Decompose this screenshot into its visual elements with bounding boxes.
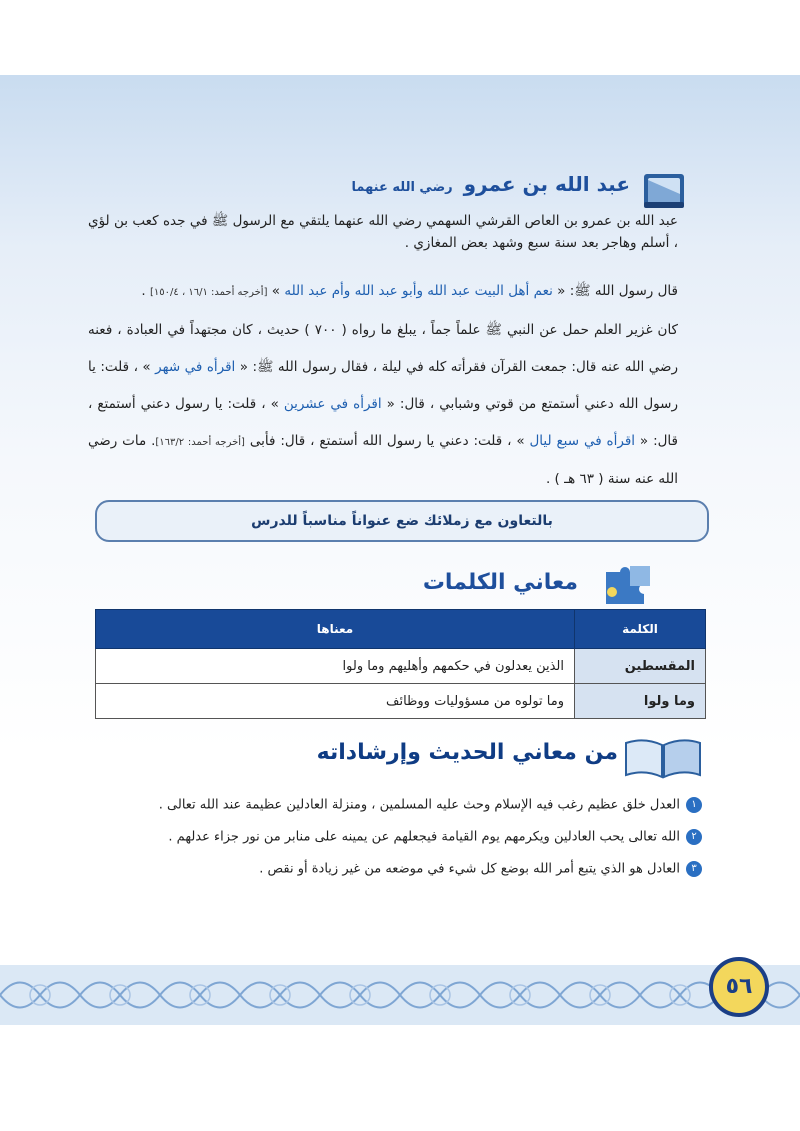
table-header-row [96, 610, 706, 649]
bio-title-salutation: رضي الله عنهما [351, 180, 453, 195]
words-section-title: معاني الكلمات [422, 570, 578, 595]
bio-paragraph-knowledge [88, 312, 678, 498]
item-text: العدل خلق عظيم رغب فيه الإسلام وحث عليه المسلمين ، ومنزلة العادلين عظيمة عند الله تعالى . [158, 797, 680, 813]
bio-p2-b: » [267, 283, 285, 299]
item-text: العادل هو الذي يتبع أمر الله بوضع كل شيء في موضعه من غير زيادة أو نقص . [259, 861, 680, 877]
islamic-ornament-border [0, 945, 800, 1035]
item-number-badge: ١ [686, 797, 702, 813]
page-number-badge: ٥٦ [709, 957, 769, 1017]
bio-p3-ref: [أخرجه أحمد: ١٦٣/٢] [155, 437, 245, 448]
open-book-icon [622, 735, 704, 781]
item-number-badge: ٢ [686, 829, 702, 845]
bio-p3-c: » ، قلت: يا رسول دعني أستمتع ، قال: « [88, 396, 678, 449]
banner-text: بالتعاون مع زملائك ضع عنواناً مناسباً للدرس [251, 513, 553, 529]
bio-p3-q1: اقرأه في شهر [155, 359, 236, 375]
bio-p2-a: قال رسول الله ﷺ: « [552, 283, 678, 299]
bio-p3-b: » ، قلت: يا رسول الله دعني أستمتع من قوتي وشبابي ، قال: « [88, 359, 678, 412]
guidance-section-title: من معاني الحديث وإرشاداته [316, 740, 618, 765]
list-item [92, 861, 702, 877]
bio-paragraph-intro: عبد الله بن عمرو بن العاص القرشي السهمي رضي الله عنهما يلتقي مع الرسول ﷺ في جده كعب بن لؤي ، أسلم وهاجر بعد سنة سبع وشهد بعض المغازي . [88, 213, 678, 251]
meaning-cell: وما تولوه من مسؤوليات ووظائف [96, 684, 575, 719]
item-number-badge: ٣ [686, 861, 702, 877]
table-row [96, 649, 706, 684]
bio-p2-ref: [أخرجه أحمد: ١٦/١ ، ١٥٠/٤] [150, 287, 268, 298]
bio-p2-c: . [141, 283, 150, 299]
lesson-title-banner [95, 500, 709, 542]
bio-paragraph-hadith [88, 280, 678, 304]
list-item [92, 829, 702, 845]
bio-p3-q2: اقرأه في عشرين [283, 396, 382, 412]
col-meaning-header: معناها [96, 610, 575, 649]
bio-p3-a: كان غزير العلم حمل عن النبي ﷺ علماً جماً ، يبلغ ما رواه ( ٧٠٠ ) حديث ، كان مجتهداً في العبادة ، فعنه رضي الله عنه قال: جمعت القرآن فقرأته كله في ليلة ، فقال رسول الله ﷺ: « [88, 322, 678, 375]
puzzle-icon [600, 562, 658, 606]
bio-p3-e: . مات رضي الله عنه سنة ( ٦٣ هـ ) . [88, 433, 678, 487]
list-item [92, 797, 702, 813]
bio-p2-quote: نعم أهل البيت عبد الله وأبو عبد الله وأم عبد الله [284, 283, 553, 299]
bio-title-name: عبد الله بن عمرو [463, 172, 630, 196]
meaning-cell: الذين يعدلون في حكمهم وأهليهم وما ولوا [96, 649, 575, 684]
item-text: الله تعالى يحب العادلين ويكرمهم يوم القيامة فيجعلهم عن يمينه على منابر من نور جزاء عدلهم . [168, 829, 680, 845]
word-cell: وما ولوا [575, 684, 706, 719]
word-meanings-table [95, 609, 706, 719]
col-word-header: الكلمة [575, 610, 706, 649]
bio-title [351, 172, 630, 196]
table-row [96, 684, 706, 719]
bio-p3-d: » ، قلت: دعني يا رسول الله أستمتع ، قال: فأبى [244, 433, 530, 449]
word-cell: المقسطين [575, 649, 706, 684]
notebook-icon [640, 168, 688, 212]
bio-p3-q3: اقرأه في سبع ليال [529, 433, 636, 449]
